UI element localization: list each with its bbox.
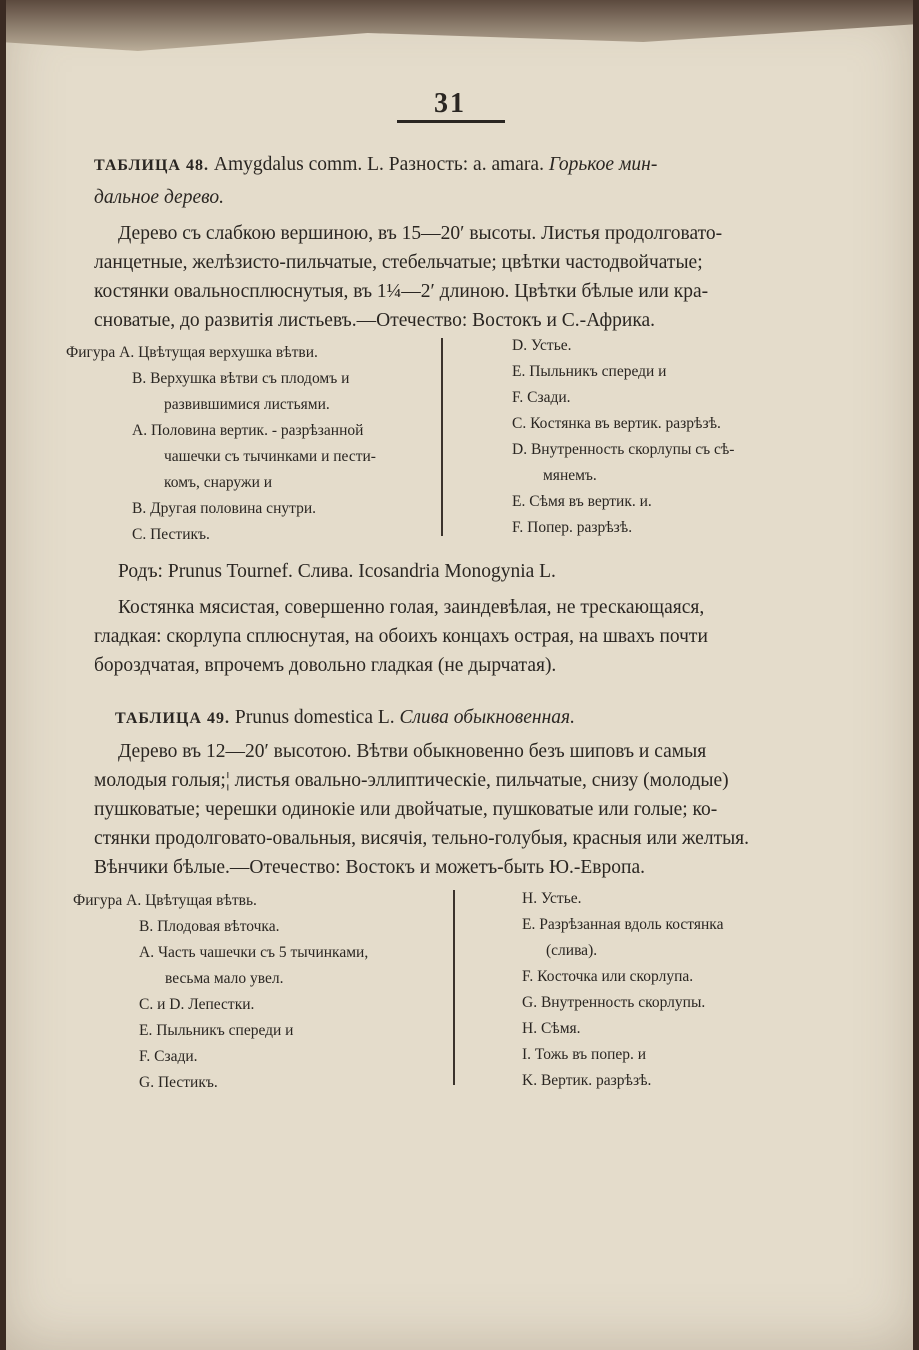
text-line: Вѣнчики бѣлые.—Отечество: Востокъ и можетъ-быть Ю.-Европа. xyxy=(94,857,645,878)
figure-item: D. Устье. xyxy=(512,337,572,354)
text-line: костянки овальносплюснутыя, въ 1¼—2′ длиною. Цвѣтки бѣлые или кра- xyxy=(94,281,709,302)
figure-item: D. Внутренность скорлупы съ сѣ- xyxy=(512,441,735,458)
table49-description xyxy=(94,737,829,882)
text-line: Дерево съ слабкою вершиною, въ 15—20′ высоты. Листья продолговато- xyxy=(118,223,723,244)
figure-item: чашечки съ тычинками и пести- xyxy=(164,448,376,465)
table49-italic: Слива обыкновенная. xyxy=(399,707,575,728)
figure-item: G. Внутренность скорлупы. xyxy=(522,994,706,1011)
figure-item: B. Другая половина снутри. xyxy=(132,500,316,517)
figure-item: A. Часть чашечки съ 5 тычинками, xyxy=(139,944,369,961)
page-number-rule xyxy=(397,120,505,123)
text-line: бороздчатая, впрочемъ довольно гладкая (не дырчатая). xyxy=(94,655,557,676)
figure-item: C. и D. Лепестки. xyxy=(139,996,255,1013)
table48-italic-2: дальное дерево. xyxy=(94,187,224,208)
figure-item: развившимися листьями. xyxy=(164,396,330,413)
figure-item: комъ, снаружи и xyxy=(164,474,273,491)
figure-item: C. Пестикъ. xyxy=(132,526,210,543)
table48-heading xyxy=(94,150,829,180)
text-line: пушковатые; черешки одинокіе или двойчатые, пушковатые или голые; ко- xyxy=(94,799,718,820)
table48-italic-1: Горькое мин- xyxy=(548,154,658,175)
figure-item: Фигура A. Цвѣтущая верхушка вѣтви. xyxy=(66,344,318,361)
table48-latin: Amygdalus comm. L. Разность: a. amara. xyxy=(213,154,544,175)
figure-item: B. Плодовая вѣточка. xyxy=(139,918,280,935)
text-line: гладкая: скорлупа сплюснутая, на обоихъ концахъ острая, на швахъ почти xyxy=(94,626,708,647)
figure-item: весьма мало увел. xyxy=(165,970,284,987)
text-line: ланцетные, желѣзисто-пильчатые, стебельчатые; цвѣтки частодвойчатые; xyxy=(94,252,703,273)
figure-item: I. Тожь въ попер. и xyxy=(522,1046,647,1063)
figure-item: H. Устье. xyxy=(522,890,582,907)
text-line: Костянка мясистая, совершенно голая, заиндевѣлая, не трескающаяся, xyxy=(118,597,705,618)
page-right-border xyxy=(913,0,919,1350)
figure-item: A. Половина вертик. - разрѣзанной xyxy=(132,422,364,439)
figure-item: B. Верхушка вѣтви съ плодомъ и xyxy=(132,370,350,387)
page-left-border xyxy=(0,0,6,1350)
figure-item: E. Сѣмя въ вертик. и. xyxy=(512,493,652,510)
figure-item: G. Пестикъ. xyxy=(139,1074,218,1091)
text-line: Дерево въ 12—20′ высотою. Вѣтви обыкновенно безъ шиповъ и самыя xyxy=(118,741,707,762)
figure-item: H. Сѣмя. xyxy=(522,1020,581,1037)
table49-figures-left xyxy=(73,888,453,1096)
figure-item: F. Попер. разрѣзѣ. xyxy=(512,519,633,536)
torn-page-edge xyxy=(0,0,919,60)
figure-item: F. Сзади. xyxy=(139,1048,198,1065)
text-line: стянки продолговато-овальныя, висячія, тельно-голубыя, красныя или желтыя. xyxy=(94,828,750,849)
figure-item: E. Пыльникъ спереди и xyxy=(139,1022,294,1039)
text-line: сноватые, до развитія листьевъ.—Отечество: Востокъ и С.-Африка. xyxy=(94,310,656,331)
table48-label: ТАБЛИЦА 48. xyxy=(94,157,209,174)
column-divider xyxy=(453,890,455,1085)
genus-description xyxy=(94,593,824,680)
figure-item: (слива). xyxy=(546,942,598,959)
figure-item: F. Сзади. xyxy=(512,389,571,406)
page-number: 31 xyxy=(434,88,466,119)
table49-label: ТАБЛИЦА 49. xyxy=(115,710,230,727)
figure-item: E. Пыльникъ спереди и xyxy=(512,363,667,380)
table49-figures-right xyxy=(522,886,832,1094)
genus-heading: Родъ: Prunus Tournef. Слива. Icosandria Monogynia L. xyxy=(118,561,556,582)
figure-item: Фигура A. Цвѣтущая вѣтвь. xyxy=(73,892,257,909)
table48-figures-right xyxy=(512,333,832,541)
figure-item: K. Вертик. разрѣзѣ. xyxy=(522,1072,652,1089)
figure-item: E. Разрѣзанная вдоль костянка xyxy=(522,916,724,933)
column-divider xyxy=(441,338,443,536)
table48-description xyxy=(94,219,819,335)
table49-latin: Prunus domestica L. xyxy=(234,707,395,728)
figure-item: мянемъ. xyxy=(543,467,597,484)
figure-item: F. Косточка или скорлупа. xyxy=(522,968,694,985)
figure-item: C. Костянка въ вертик. разрѣзѣ. xyxy=(512,415,721,432)
table48-figures-left xyxy=(66,340,446,548)
table49-heading xyxy=(115,703,815,733)
text-line: молодыя голыя;¦ листья овально-эллиптическіе, пильчатые, снизу (молодые) xyxy=(94,770,729,791)
